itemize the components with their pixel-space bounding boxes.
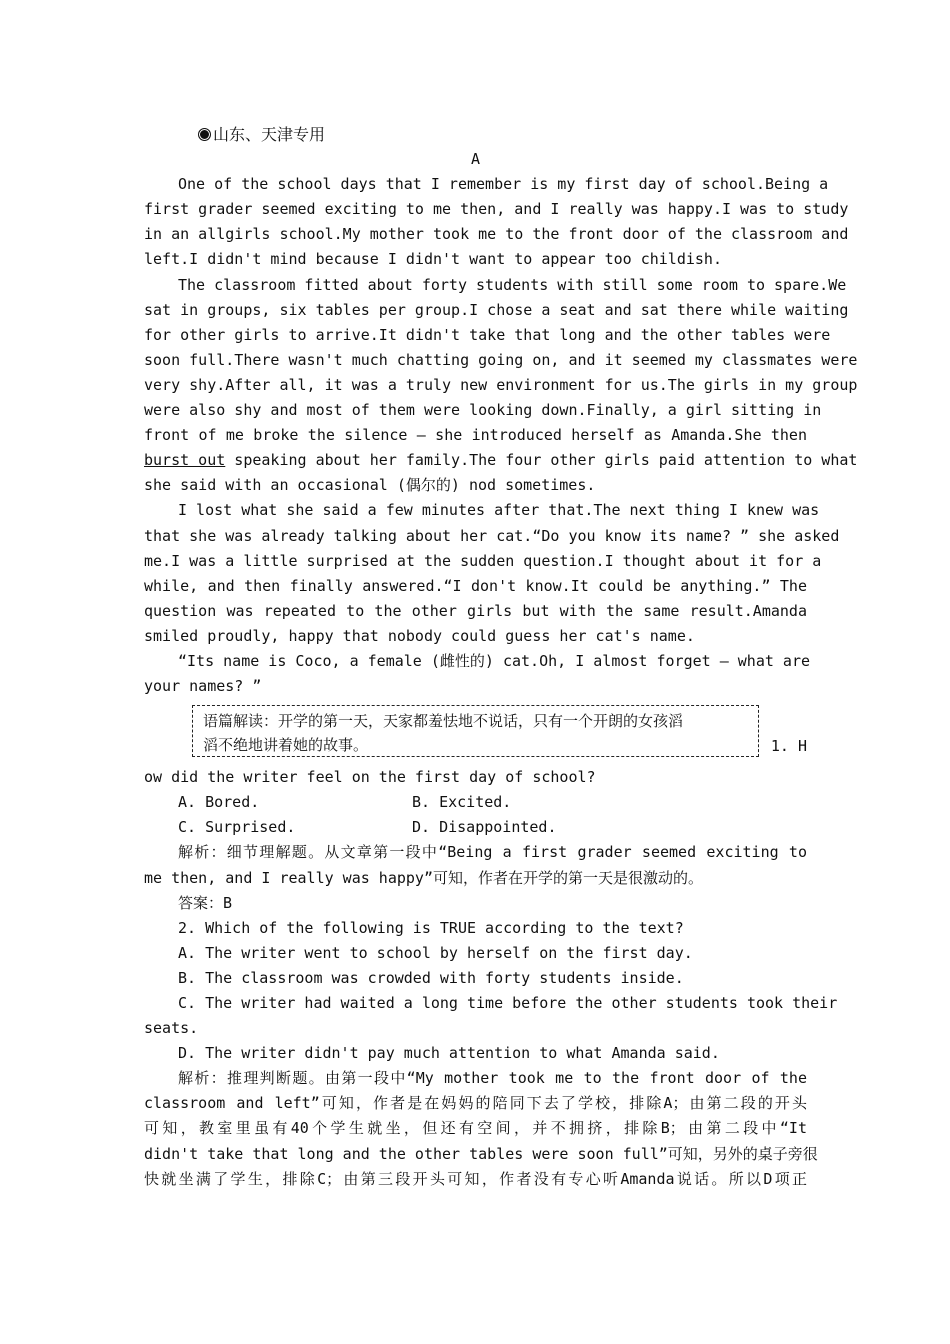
passage-line: for other girls to arrive.It didn't take that long and the other tables were bbox=[144, 325, 831, 344]
passage-line: front of me broke the silence — she introduced herself as Amanda.She then bbox=[144, 426, 807, 445]
analysis-line: me then, and I really was happy”可知，作者在开学的第一天是很激动的。 bbox=[144, 868, 703, 887]
document-page bbox=[144, 122, 858, 1192]
question-1-stem: ow did the writer feel on the first day of school? bbox=[144, 768, 596, 787]
reading-note-row bbox=[144, 705, 807, 773]
option-d: D. Disappointed. bbox=[412, 818, 557, 837]
passage-line bbox=[144, 448, 858, 473]
analysis-line: 解析：细节理解题。从文章第一段中“Being a first grader seemed exciting to bbox=[178, 843, 807, 862]
option-c-cont: seats. bbox=[144, 1019, 199, 1038]
region-text: 山东、天津专用 bbox=[213, 125, 326, 144]
passage-line: “Its name is Coco, a female (雌性的) cat.Oh, I almost forget — what are bbox=[178, 651, 810, 670]
passage-line: me.I was a little surprised at the sudden question.I thought about it for a bbox=[144, 551, 822, 570]
passage-line: The classroom fitted about forty students with still some room to spare.We bbox=[178, 275, 847, 294]
passage-line: left.I didn't mind because I didn't want to appear too childish. bbox=[144, 250, 722, 269]
passage-line: smiled proudly, happy that nobody could guess her cat's name. bbox=[144, 626, 695, 645]
passage-line: in an allgirls school.My mother took me to the front door of the classroom and bbox=[144, 225, 849, 244]
passage-line: were also shy and most of them were looking down.Finally, a girl sitting in bbox=[144, 401, 822, 420]
passage-letter: A bbox=[470, 150, 481, 169]
reading-note-box bbox=[192, 705, 759, 757]
region-label bbox=[144, 122, 807, 147]
passage-line: question was repeated to the other girls but with the same result.Amanda bbox=[144, 601, 807, 620]
analysis-line: 可知，教室里虽有40个学生就坐，但还有空间，并不拥挤，排除B；由第二段中“It bbox=[144, 1119, 807, 1138]
option-c: C. Surprised. bbox=[178, 818, 296, 837]
analysis-line: 解析：推理判断题。由第一段中“My mother took me to the front door of the bbox=[178, 1069, 807, 1088]
option-c: C. The writer had waited a long time before the other students took their bbox=[178, 994, 838, 1012]
passage-line: soon full.There wasn't much chatting going on, and it seemed my classmates were bbox=[144, 350, 858, 369]
option-b: B. The classroom was crowded with forty students inside. bbox=[178, 968, 684, 987]
option-a: A. The writer went to school by herself on the first day. bbox=[178, 943, 693, 962]
option-a: A. Bored. bbox=[178, 793, 260, 812]
answer-line: 答案：B bbox=[178, 893, 233, 912]
question-1-number: 1. H bbox=[770, 737, 807, 756]
analysis-line: didn't take that long and the other tables were soon full”可知，另外的桌子旁很 bbox=[144, 1144, 818, 1163]
passage-line-rest: speaking about her family.The four other girls paid attention to what bbox=[225, 451, 858, 470]
analysis-line: classroom and left”可知，作者是在妈妈的陪同下去了学校，排除A；由第二段的开头 bbox=[144, 1094, 807, 1113]
underlined-phrase: burst out bbox=[144, 451, 226, 470]
passage-line: sat in groups, six tables per group.I chose a seat and sat there while waiting bbox=[144, 300, 849, 319]
passage-line: first grader seemed exciting to me then, and I really was happy.I was to study bbox=[144, 200, 849, 219]
option-b: B. Excited. bbox=[412, 793, 512, 812]
passage-line: she said with an occasional (偶尔的) nod sometimes. bbox=[144, 476, 596, 495]
passage-line: that she was already talking about her cat.“Do you know its name? ” she asked bbox=[144, 526, 840, 545]
question-2-stem: 2. Which of the following is TRUE according to the text? bbox=[178, 918, 684, 937]
passage-line: I lost what she said a few minutes after that.The next thing I knew was bbox=[178, 501, 820, 520]
option-d: D. The writer didn't pay much attention to what Amanda said. bbox=[178, 1044, 720, 1063]
passage-line: One of the school days that I remember is my first day of school.Being a bbox=[178, 175, 829, 194]
passage-line: while, and then finally answered.“I don't know.It could be anything.” The bbox=[144, 576, 807, 595]
passage-line: very shy.After all, it was a truly new environment for us.The girls in my group bbox=[144, 375, 858, 394]
bullet-icon bbox=[198, 128, 211, 141]
analysis-line: 快就坐满了学生，排除C；由第三段开头可知，作者没有专心听Amanda说话。所以D项正 bbox=[144, 1169, 807, 1188]
passage-line: your names? ” bbox=[144, 677, 262, 696]
question-1-options-row bbox=[144, 815, 807, 840]
question-1-options-row bbox=[144, 790, 807, 815]
reading-note-line: 语篇解读：开学的第一天，天家都羞怯地不说话，只有一个开朗的女孩滔 bbox=[203, 712, 684, 731]
reading-note-line: 滔不绝地讲着她的故事。 bbox=[203, 736, 369, 755]
